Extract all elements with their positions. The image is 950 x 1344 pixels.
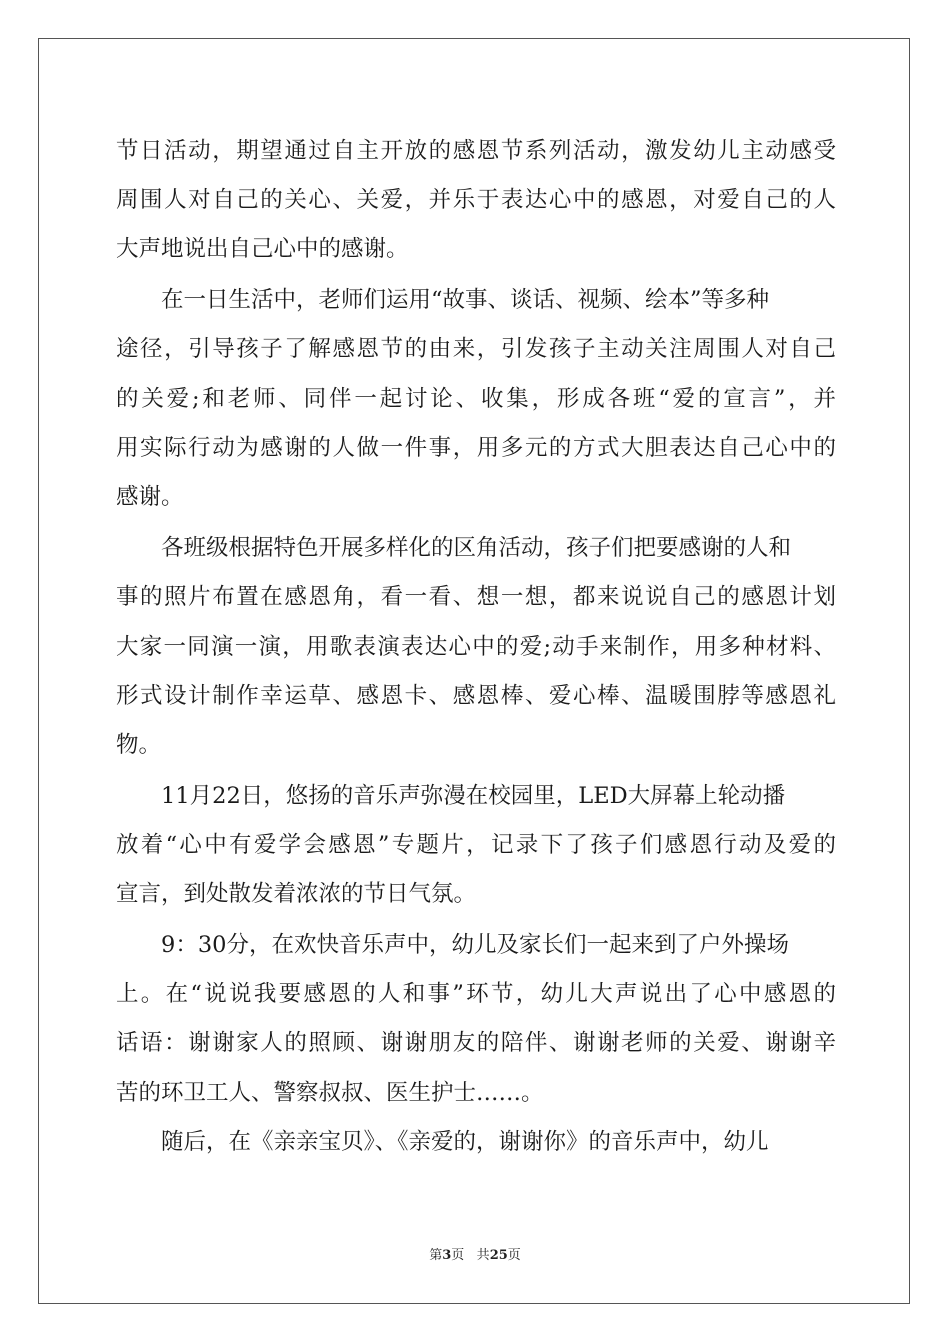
total-prefix: 共 (476, 1248, 490, 1263)
text-line: 周围人对自己的关心、关爱，并乐于表达心中的感恩，对爱自己的人 (116, 187, 836, 213)
text-line: 形式设计制作幸运草、感恩卡、感恩棒、爱心棒、温暖围脖等感恩礼 (116, 683, 836, 709)
text-line: 大家一同演一演，用歌表演表达心中的爱;动手来制作，用多种材料、 (116, 634, 836, 660)
text-line: 在一日生活中，老师们运用“故事、谈话、视频、绘本”等多种 (116, 287, 770, 313)
page-footer (0, 1247, 950, 1265)
text-line: 物。 (116, 732, 162, 758)
text-line: 途径，引导孩子了解感恩节的由来，引发孩子主动关注周围人对自己 (116, 336, 836, 362)
text-line: 的关爱;和老师、同伴一起讨论、收集，形成各班“爱的宣言”，并 (116, 386, 836, 412)
text-line: 各班级根据特色开展多样化的区角活动，孩子们把要感谢的人和 (116, 535, 792, 561)
text-line: 放着“心中有爱学会感恩”专题片，记录下了孩子们感恩行动及爱的 (116, 832, 836, 858)
text-line: 感谢。 (116, 484, 184, 510)
page-prefix: 第 (429, 1248, 443, 1263)
text-line: 事的照片布置在感恩角，看一看、想一想，都来说说自己的感恩计划 (116, 584, 836, 610)
total-suffix: 页 (507, 1248, 521, 1263)
text-line: 用实际行动为感谢的人做一件事，用多元的方式大胆表达自己心中的 (116, 435, 836, 461)
text-line: 苦的环卫工人、警察叔叔、医生护士……。 (116, 1080, 544, 1106)
text-line: 话语：谢谢家人的照顾、谢谢朋友的陪伴、谢谢老师的关爱、谢谢辛 (116, 1030, 836, 1056)
page-number: 3 (442, 1248, 452, 1263)
page-suffix: 页 (451, 1248, 465, 1263)
text-line: 节日活动，期望通过自主开放的感恩节系列活动，激发幼儿主动感受 (116, 138, 836, 164)
text-line: 11月22日，悠扬的音乐声弥漫在校园里，LED大屏幕上轮动播 (116, 783, 786, 809)
text-line: 9：30分，在欢快音乐声中，幼儿及家长们一起来到了户外操场 (116, 932, 789, 958)
page-border (38, 38, 910, 1304)
text-line: 随后，在《亲亲宝贝》、《亲爱的，谢谢你》的音乐声中，幼儿 (116, 1129, 769, 1155)
total-pages: 25 (489, 1248, 508, 1263)
text-line: 上。在“说说我要感恩的人和事”环节，幼儿大声说出了心中感恩的 (116, 981, 836, 1007)
text-line: 大声地说出自己心中的感谢。 (116, 236, 409, 262)
text-line: 宣言，到处散发着浓浓的节日气氛。 (116, 881, 477, 907)
